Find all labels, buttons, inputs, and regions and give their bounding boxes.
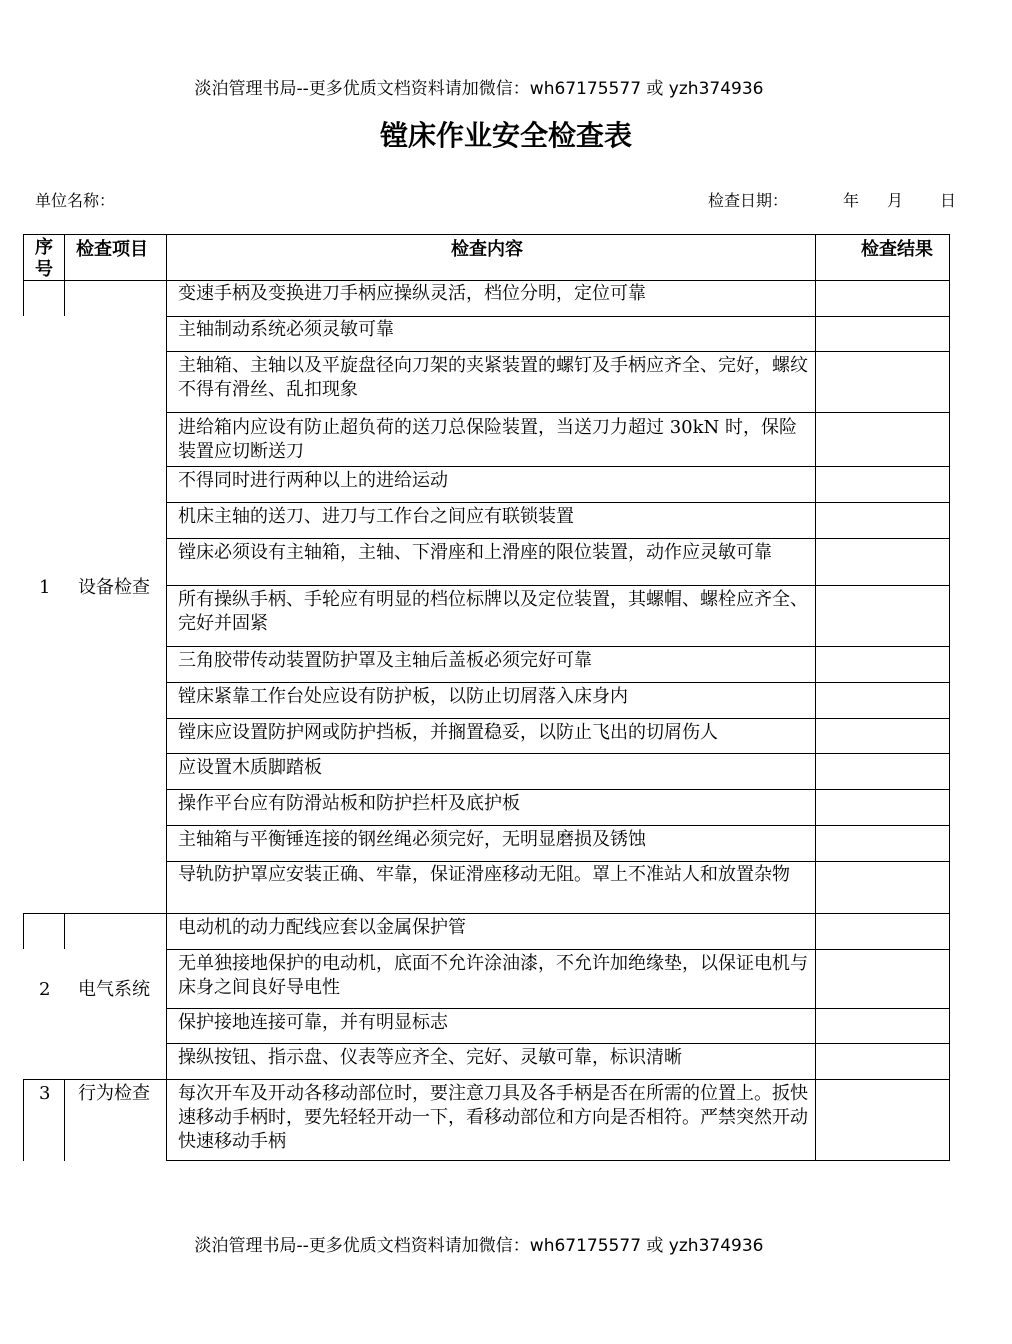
table-border-left	[23, 913, 24, 949]
group-3-item: 行为检查	[78, 1083, 150, 1104]
check-content-1-10: 镗床紧靠工作台处应设有防护板，以防止切屑落入床身内	[178, 686, 628, 707]
row-divider	[166, 861, 950, 862]
header-content: 检查内容	[451, 239, 523, 260]
row-divider	[166, 646, 950, 647]
header-result: 检查结果	[861, 239, 933, 260]
date-year-label: 年	[843, 191, 860, 210]
check-content-1-14: 主轴箱与平衡锤连接的钢丝绳必须完好，无明显磨损及锈蚀	[178, 829, 646, 850]
header-note: 淡泊管理书局--更多优质文档资料请加微信：wh67175577 或 yzh374936	[194, 79, 764, 99]
unit-name-label: 单位名称：	[35, 191, 116, 210]
header-seq: 序号	[35, 237, 53, 280]
row-divider	[166, 502, 950, 503]
row-divider	[166, 682, 950, 683]
column-divider	[64, 234, 65, 316]
row-divider	[166, 538, 950, 539]
check-content-1-1: 变速手柄及变换进刀手柄应操纵灵活，档位分明，定位可靠	[178, 283, 646, 304]
group-divider	[23, 1079, 950, 1080]
date-month-label: 月	[887, 191, 904, 210]
row-divider	[166, 412, 950, 413]
check-content-1-4: 进给箱内应设有防止超负荷的送刀总保险装置，当送刀力超过 30kN 时，保险装置应切断送刀	[178, 417, 798, 462]
group-divider	[23, 913, 950, 914]
check-content-1-13: 操作平台应有防滑站板和防护拦杆及底护板	[178, 793, 520, 814]
check-content-2-4: 操纵按钮、指示盘、仪表等应齐全、完好、灵敏可靠，标识清晰	[178, 1047, 682, 1068]
row-divider	[166, 718, 950, 719]
check-content-1-5: 不得同时进行两种以上的进给运动	[178, 470, 448, 491]
check-content-1-12: 应设置木质脚踏板	[178, 757, 322, 778]
check-date-label: 检查日期：	[708, 191, 789, 210]
check-content-1-2: 主轴制动系统必须灵敏可靠	[178, 319, 394, 340]
table-border-right	[949, 234, 950, 1161]
check-content-2-1: 电动机的动力配线应套以金属保护管	[178, 917, 466, 938]
header-item: 检查项目	[76, 239, 148, 260]
check-content-3-1: 每次开车及开动各移动部位时，要注意刀具及各手柄是否在所需的位置上。扳快速移动手柄时，要先轻轻开动一下，看移动部位和方向是否相符。严禁突然开动快速移动手柄	[178, 1083, 808, 1152]
group-1-seq: 1	[39, 577, 51, 598]
group-2-seq: 2	[39, 979, 51, 1000]
check-content-1-3: 主轴箱、主轴以及平旋盘径向刀架的夹紧装置的螺钉及手柄应齐全、完好，螺纹不得有滑丝、乱扣现象	[178, 355, 808, 400]
column-divider	[64, 1079, 65, 1161]
row-divider	[166, 753, 950, 754]
column-divider	[166, 234, 167, 1161]
check-content-1-11: 镗床应设置防护网或防护挡板，并搁置稳妥，以防止飞出的切屑伤人	[178, 722, 718, 743]
check-content-1-8: 所有操纵手柄、手轮应有明显的档位标牌以及定位装置，其螺帽、螺栓应齐全、完好并固紧	[178, 589, 808, 634]
row-divider	[166, 466, 950, 467]
inspection-table	[23, 234, 950, 1162]
column-divider	[815, 234, 816, 1161]
row-divider	[166, 1008, 950, 1009]
row-divider	[166, 1043, 950, 1044]
table-border-bottom	[166, 1160, 950, 1161]
table-border-left	[23, 1079, 24, 1161]
page-title: 镗床作业安全检查表	[379, 119, 632, 152]
footer-note: 淡泊管理书局--更多优质文档资料请加微信：wh67175577 或 yzh374936	[194, 1236, 764, 1256]
column-divider	[64, 913, 65, 949]
row-divider	[166, 316, 950, 317]
check-content-1-6: 机床主轴的送刀、进刀与工作台之间应有联锁装置	[178, 506, 574, 527]
check-content-2-2: 无单独接地保护的电动机，底面不允许涂油漆，不允许加绝缘垫，以保证电机与床身之间良好导电性	[178, 953, 808, 998]
group-1-item: 设备检查	[78, 577, 150, 598]
row-divider	[166, 789, 950, 790]
group-2-item: 电气系统	[78, 979, 150, 1000]
check-content-1-7: 镗床必须设有主轴箱，主轴、下滑座和上滑座的限位装置，动作应灵敏可靠	[178, 542, 772, 563]
row-divider	[166, 351, 950, 352]
row-divider	[166, 585, 950, 586]
row-divider	[166, 825, 950, 826]
date-day-label: 日	[940, 191, 957, 210]
row-divider	[166, 949, 950, 950]
check-content-2-3: 保护接地连接可靠，并有明显标志	[178, 1012, 448, 1033]
check-content-1-9: 三角胶带传动装置防护罩及主轴后盖板必须完好可靠	[178, 650, 592, 671]
header-divider	[23, 280, 950, 281]
check-content-1-15: 导轨防护罩应安装正确、牢靠，保证滑座移动无阻。罩上不准站人和放置杂物	[178, 864, 790, 885]
group-3-seq: 3	[39, 1083, 51, 1104]
table-border-left	[23, 234, 24, 316]
table-border-top	[23, 234, 950, 235]
